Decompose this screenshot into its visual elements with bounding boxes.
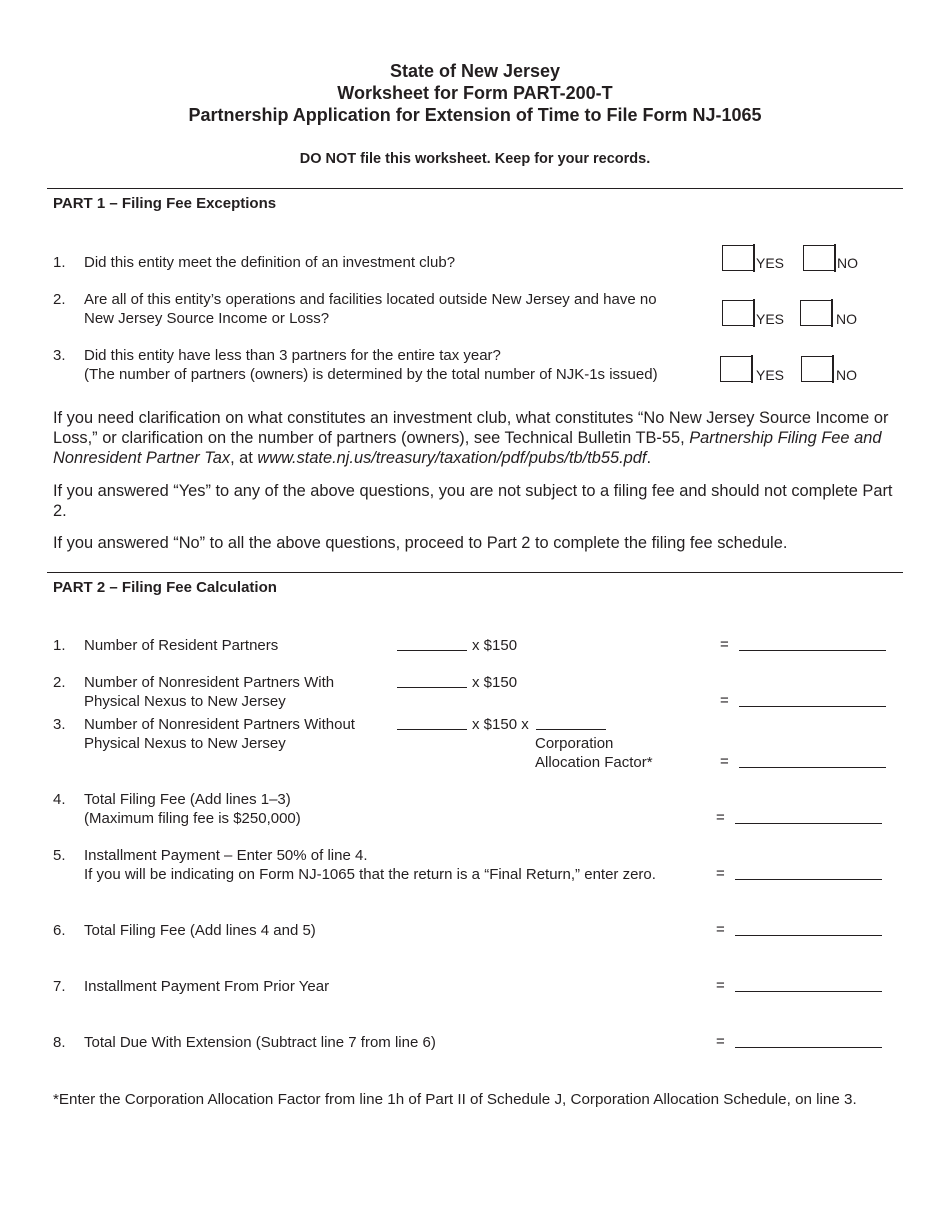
part2-divider: [47, 572, 903, 573]
part1-divider: [47, 188, 903, 189]
line-number: 2.: [53, 674, 66, 691]
question-text: Did this entity have less than 3 partners for the entire tax year?: [84, 347, 501, 364]
line-label-continued: (Maximum filing fee is $250,000): [84, 810, 301, 827]
no-instruction-paragraph: If you answered “No” to all the above questions, proceed to Part 2 to complete the filing fee schedule.: [53, 534, 788, 552]
multiplier-text: x $150 x: [472, 716, 529, 733]
equals-sign: =: [720, 636, 729, 653]
line-label: Total Due With Extension (Subtract line 7 from line 6): [84, 1034, 436, 1051]
resident-partners-input[interactable]: [397, 650, 467, 651]
equals-sign: =: [716, 977, 725, 994]
part2-title: PART 2 – Filing Fee Calculation: [53, 579, 277, 596]
line-label: Installment Payment – Enter 50% of line 4.: [84, 847, 368, 864]
footnote: *Enter the Corporation Allocation Factor from line 1h of Part II of Schedule J, Corporation Allocation Schedule, on line 3.: [53, 1091, 857, 1108]
form-title-description: Partnership Application for Extension of Time to File Form NJ-1065: [188, 105, 762, 125]
equals-sign: =: [720, 692, 729, 709]
multiplier-text: x $150: [472, 674, 518, 691]
line-number: 8.: [53, 1034, 66, 1051]
question-number: 3.: [53, 347, 66, 364]
part1-title: PART 1 – Filing Fee Exceptions: [53, 195, 277, 212]
yes-label: YES: [756, 367, 785, 383]
no-label: NO: [837, 255, 858, 271]
line-number: 1.: [53, 637, 66, 654]
q1-no-checkbox[interactable]: [803, 245, 834, 271]
clarification-period: .: [646, 449, 652, 467]
equals-sign: =: [716, 865, 725, 882]
clarification-paragraph: [53, 408, 898, 468]
line-label: Installment Payment From Prior Year: [84, 978, 330, 995]
allocation-factor-input[interactable]: [536, 729, 606, 730]
yes-instruction-paragraph: If you answered “Yes” to any of the above questions, you are not subject to a filing fee and should not complete Part 2.: [53, 482, 893, 520]
line-label: Total Filing Fee (Add lines 1–3): [84, 791, 291, 808]
no-label: NO: [836, 311, 857, 327]
question-text-continued: New Jersey Source Income or Loss?: [84, 310, 330, 327]
line-2-amount-input[interactable]: [739, 706, 886, 707]
q2-yes-checkbox[interactable]: [722, 300, 753, 326]
line-label-continued: If you will be indicating on Form NJ-1065 that the return is a “Final Return,” enter zero.: [84, 866, 656, 883]
clarification-text-at: , at: [230, 449, 258, 467]
factor-label-continued: Allocation Factor*: [535, 754, 653, 771]
line-label: Number of Nonresident Partners Without: [84, 716, 355, 733]
line-number: 7.: [53, 978, 66, 995]
bulletin-title: Partnership Filing Fee and Nonresident Partner Tax: [53, 429, 882, 467]
line-5-amount-input[interactable]: [735, 879, 882, 880]
equals-sign: =: [716, 921, 725, 938]
line-label-continued: Physical Nexus to New Jersey: [84, 735, 286, 752]
q3-no-checkbox[interactable]: [801, 356, 832, 382]
bulletin-url[interactable]: www.state.nj.us/treasury/taxation/pdf/pubs/tb/tb55.pdf: [257, 449, 647, 467]
line-label: Total Filing Fee (Add lines 4 and 5): [84, 922, 316, 939]
line-number: 3.: [53, 716, 66, 733]
line-number: 6.: [53, 922, 66, 939]
yes-label: YES: [756, 255, 785, 271]
no-label: NO: [836, 367, 857, 383]
line-label: Number of Nonresident Partners With: [84, 674, 335, 691]
line-label: Number of Resident Partners: [84, 637, 279, 654]
equals-sign: =: [720, 753, 729, 770]
form-title-state: State of New Jersey: [389, 61, 561, 81]
question-number: 2.: [53, 291, 66, 308]
line-4-amount-input[interactable]: [735, 823, 882, 824]
clarification-text: If you need clarification on what constitutes an investment club, what constitutes “No New Jersey Source Income or Loss,” or clarification on the number of partners (owners), see Technical Bulletin TB-55,: [53, 409, 889, 447]
question-text: Are all of this entity’s operations and facilities located outside New Jersey and have no: [84, 291, 657, 308]
question-text: Did this entity meet the definition of an investment club?: [84, 254, 456, 271]
factor-label: Corporation: [535, 735, 614, 752]
line-3-amount-input[interactable]: [739, 767, 886, 768]
line-number: 5.: [53, 847, 66, 864]
line-7-amount-input[interactable]: [735, 991, 882, 992]
do-not-file-note: DO NOT file this worksheet. Keep for your records.: [299, 151, 651, 167]
q1-yes-checkbox[interactable]: [722, 245, 753, 271]
equals-sign: =: [716, 1033, 725, 1050]
question-number: 1.: [53, 254, 66, 271]
line-1-amount-input[interactable]: [739, 650, 886, 651]
nonresident-with-nexus-input[interactable]: [397, 687, 467, 688]
q2-no-checkbox[interactable]: [800, 300, 831, 326]
form-title-worksheet: Worksheet for Form PART-200-T: [337, 83, 613, 103]
line-number: 4.: [53, 791, 66, 808]
nonresident-without-nexus-input[interactable]: [397, 729, 467, 730]
question-text-continued: (The number of partners (owners) is determined by the total number of NJK-1s issued): [84, 366, 658, 383]
line-label-continued: Physical Nexus to New Jersey: [84, 693, 286, 710]
line-6-amount-input[interactable]: [735, 935, 882, 936]
yes-label: YES: [756, 311, 785, 327]
multiplier-text: x $150: [472, 637, 518, 654]
line-8-amount-input[interactable]: [735, 1047, 882, 1048]
q3-yes-checkbox[interactable]: [720, 356, 751, 382]
equals-sign: =: [716, 809, 725, 826]
